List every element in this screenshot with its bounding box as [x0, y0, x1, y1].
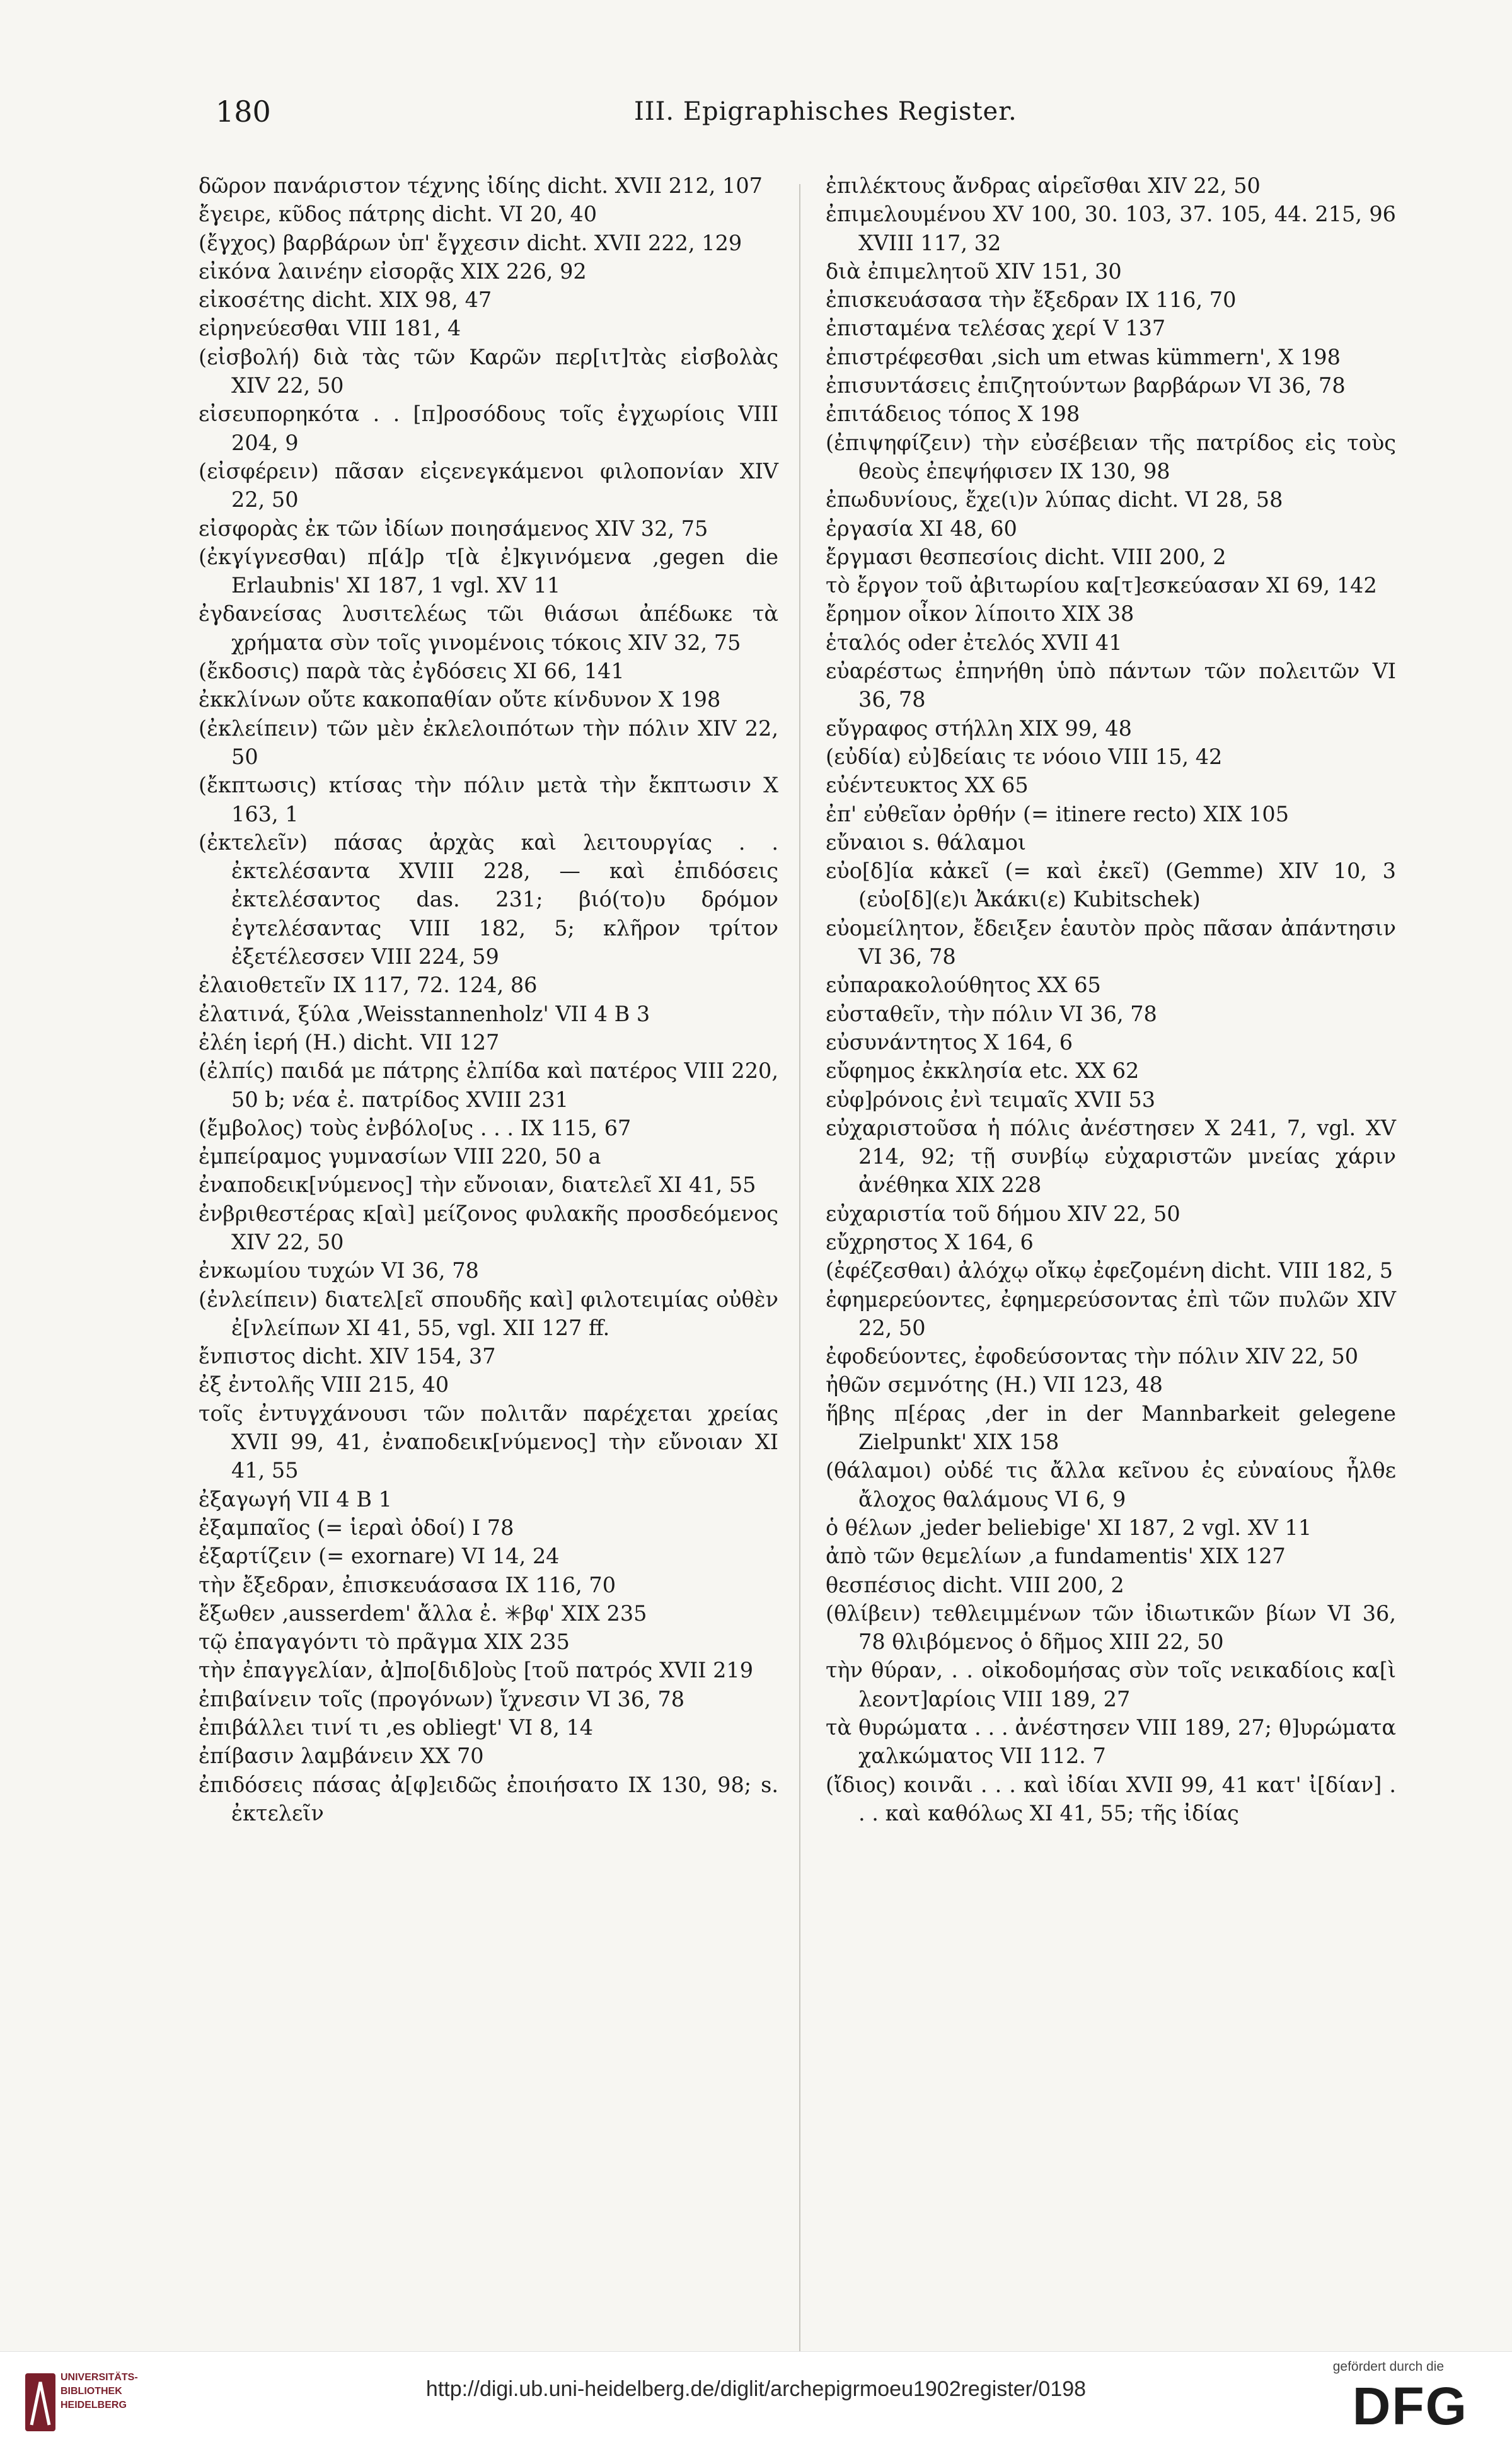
register-entry: τὴν θύραν, . . οἰκοδομήσας σὺν τοῖς νεικαδίοις κα[ὶ λεοντ]αρίοις VIII 189, 27 — [826, 1658, 1396, 1711]
register-entry: τὸ ἔργον τοῦ ἀβιτωρίου κα[τ]εσκεύασαν XI 69, 142 — [826, 573, 1377, 598]
register-entry: ἔγειρε, κῦδος πάτρης dicht. VI 20, 40 — [199, 202, 597, 227]
register-entry: (ἐκλείπειν) τῶν μὲν ἐκλελοιπότων τὴν πόλιν XIV 22, 50 — [199, 715, 778, 769]
register-entry: (ἔγχος) βαρβάρων ὑπ' ἔγχεσιν dicht. XVII 222, 129 — [199, 230, 742, 255]
register-entry: (ἐπιψηφίζειν) τὴν εὐσέβειαν τῆς πατρίδος εἰς τοὺς θεοὺς ἐπεψήφισεν IX 130, 98 — [826, 430, 1396, 483]
register-entry: εὐσυνάντητος X 164, 6 — [826, 1029, 1073, 1055]
register-entry: εὐσταθεῖν, τὴν πόλιν VI 36, 78 — [826, 1001, 1157, 1026]
register-entry: διὰ ἐπιμελητοῦ XIV 151, 30 — [826, 258, 1122, 284]
register-entry: εὐο[δ]ία κἀκεῖ (= καὶ ἐκεῖ) (Gemme) XIV 10, 3 (εὐο[δ](ε)ι Ἀκάκι(ε) Kubitschek) — [826, 859, 1396, 912]
register-entry: ἐναποδεικ[νύμενος] τὴν εὔνοιαν, διατελεῖ XI 41, 55 — [199, 1172, 756, 1198]
register-entry: ἠθῶν σεμνότης (H.) VII 123, 48 — [826, 1372, 1163, 1397]
register-entry: (ἐκγίγνεσθαι) π[ά]ρ τ[ὰ ἐ]κγινόμενα ‚gegen die Erlaubnis' XI 187, 1 vgl. XV 11 — [199, 544, 778, 598]
register-entry: εὐέντευκτος XX 65 — [826, 773, 1029, 798]
register-entry: εὔχρηστος X 164, 6 — [826, 1229, 1034, 1254]
register-entry: θεσπέσιος dicht. VIII 200, 2 — [826, 1572, 1124, 1597]
register-entry: ἐπιστρέφεσθαι ‚sich um etwas kümmern', X 198 — [826, 344, 1341, 369]
register-entry: (θάλαμοι) οὐδέ τις ἄλλα κεῖνου ἐς εὐναίους ἦλθε ἄλοχος θαλάμους VI 6, 9 — [826, 1458, 1396, 1512]
register-entry: εὔγραφος στήλλη XIX 99, 48 — [826, 715, 1132, 741]
register-entry: ἐπιλέκτους ἄνδρας αἱρεῖσθαι XIV 22, 50 — [826, 173, 1261, 198]
register-entry: εἰσφορὰς ἐκ τῶν ἰδίων ποιησάμενος XIV 32, 75 — [199, 516, 708, 541]
register-entry: (ἐφέζεσθαι) ἀλόχῳ οἴκῳ ἐφεζομένη dicht. VIII 182, 5 — [826, 1258, 1394, 1283]
register-entry: (εὐδία) εὐ]δείαις τε νόοιο VIII 15, 42 — [826, 744, 1223, 769]
register-entry: ἐμπείραμος γυμνασίων VIII 220, 50 a — [199, 1144, 601, 1169]
register-entry: εὐχαριστία τοῦ δήμου XIV 22, 50 — [826, 1201, 1180, 1226]
permalink-url[interactable]: http://digi.ub.uni-heidelberg.de/diglit/archepigrmoeu1902register/0198 — [425, 2377, 1087, 2401]
register-entry: εὐχαριστοῦσα ἡ πόλις ἀνέστησεν X 241, 7, vgl. XV 214, 92; τῇ συνβίῳ εὐχαριστῶν μνείας χάριν ἀνέθηκα XIX 228 — [826, 1115, 1396, 1198]
register-entry: ἐκκλίνων οὔτε κακοπαθίαν οὔτε κίνδυνον X 198 — [199, 687, 721, 712]
register-entry: (εἰσφέρειν) πᾶσαν εἰςενεγκάμενοι φιλοπονίαν XIV 22, 50 — [199, 458, 778, 512]
institution-line-1: UNIVERSITÄTS- — [61, 2372, 138, 2383]
footer-bar — [0, 2351, 1512, 2459]
register-entry: ἐξαγωγή VII 4 B 1 — [199, 1486, 392, 1512]
register-entry: ἐφημερεύοντες, ἐφημερεύσοντας ἐπὶ τῶν πυλῶν XIV 22, 50 — [826, 1287, 1396, 1340]
register-entry: ἐφοδεύοντες, ἐφοδεύσοντας τὴν πόλιν XIV 22, 50 — [826, 1344, 1359, 1369]
institution-line-2: BIBLIOTHEK — [61, 2386, 122, 2397]
register-entry: ἐγδανείσας λυσιτελέως τῶι θιάσωι ἀπέδωκε τὰ χρήματα σὺν τοῖς γινομένοις τόκοις XIV 32, 75 — [199, 601, 778, 655]
register-entry: (ἐκτελεῖν) πάσας ἀρχὰς καὶ λειτουργίας . . ἐκτελέσαντα XVIII 228, — καὶ ἐπιδόσεις ἐκτελέσαντος das. 231; βιό(το)υ δρόμον ἐγτελέσαντας VIII 182, 5; κλῆρον τρίτον ἐξετέλεσσεν VIII 224, 59 — [199, 830, 778, 969]
register-entry: ἑταλός oder ἐτελός XVII 41 — [826, 630, 1122, 655]
register-entry: ὁ θέλων ‚jeder beliebige' XI 187, 2 vgl. XV 11 — [826, 1515, 1312, 1540]
register-entry: τῷ ἐπαγαγόντι τὸ πρᾶγμα XIX 235 — [199, 1629, 570, 1655]
register-entry: εὔναιοι s. θάλαμοι — [826, 830, 1027, 855]
register-entry: ἐπ' εὐθεῖαν ὀρθήν (= itinere recto) XIX 105 — [826, 801, 1290, 826]
register-entry: ἐνβριθεστέρας κ[αὶ] μείζονος φυλακῆς προσδεόμενος XIV 22, 50 — [199, 1201, 778, 1254]
sponsor-label: gefördert durch die — [1332, 2359, 1444, 2374]
register-entry: ἐλέη ἱερή (H.) dicht. VII 127 — [199, 1029, 500, 1055]
register-entry: ἐργασία XI 48, 60 — [826, 516, 1017, 541]
register-entry: ἐλατινά, ξύλα ‚Weisstannenholz' VII 4 B 3 — [199, 1001, 650, 1026]
dfg-logo[interactable]: DFG — [1352, 2376, 1468, 2436]
register-entry: ἐπισκευάσασα τὴν ἔξεδραν IX 116, 70 — [826, 287, 1237, 313]
register-entry: τὴν ἐπαγγελίαν, ἀ]πο[διδ]οὺς [τοῦ πατρός XVII 219 — [199, 1658, 754, 1683]
register-entry: ἐπιβαίνειν τοῖς (προγόνων) ἴχνεσιν VI 36, 78 — [199, 1686, 685, 1711]
register-entry: ἐπισυντάσεις ἐπιζητούντων βαρβάρων VI 36, 78 — [826, 373, 1346, 398]
register-entry: (ἴδιος) κοινᾶι . . . καὶ ἰδίαι XVII 99, 41 κατ' ἰ[δίαν] . . . καὶ καθόλως XI 41, 55; τῆς ἰδίας — [826, 1772, 1396, 1825]
register-entry: εὐπαρακολούθητος XX 65 — [826, 973, 1101, 998]
register-entry: (εἰσβολή) διὰ τὰς τῶν Καρῶν περ[ιτ]τὰς εἰσβολὰς XIV 22, 50 — [199, 344, 778, 398]
register-entry: δῶρον πανάριστον τέχνης ἰδίης dicht. XVII 212, 107 — [199, 173, 763, 198]
register-entry: τὴν ἔξεδραν, ἐπισκευάσασα IX 116, 70 — [199, 1572, 616, 1597]
register-entry: ἐπιβάλλει τινί τι ‚es obliegt' VI 8, 14 — [199, 1715, 594, 1740]
register-entry: ἐπωδυνίους, ἔχε(ι)ν λύπας dicht. VI 28, 58 — [826, 487, 1283, 512]
register-entry: ἔξωθεν ‚ausserdem' ἄλλα ἐ. ✳βφ' XIX 235 — [199, 1600, 647, 1626]
running-head: III. Epigraphisches Register. — [634, 97, 1017, 126]
register-entry: εἰρηνεύεσθαι VIII 181, 4 — [199, 316, 461, 341]
register-entry: ἥβης π[έρας ‚der in der Mannbarkeit gelegene Zielpunkt' XIX 158 — [826, 1401, 1396, 1455]
register-entry: εὐφ]ρόνοις ἐνὶ τειμαῖς XVII 53 — [826, 1087, 1156, 1112]
register-entry: ἐπίβασιν λαμβάνειν XX 70 — [199, 1744, 484, 1769]
register-entry: εἰσευπορηκότα . . [π]ροσόδους τοῖς ἐγχωρίοις VIII 204, 9 — [199, 402, 778, 455]
register-entry: ἀπὸ τῶν θεμελίων ‚a fundamentis' XIX 127 — [826, 1544, 1286, 1569]
page-header — [0, 0, 1512, 164]
register-entry: ἐξαμπαῖος (= ἱεραὶ ὁδοί) I 78 — [199, 1515, 514, 1540]
register-entry: εἰκόνα λαινέην εἰσορᾷς XIX 226, 92 — [199, 258, 587, 284]
register-entry: ἐξ ἐντολῆς VIII 215, 40 — [199, 1372, 449, 1397]
register-entry: (ἔκπτωσις) κτίσας τὴν πόλιν μετὰ τὴν ἔκπτωσιν X 163, 1 — [199, 773, 778, 826]
register-entry: εὔφημος ἐκκλησία etc. XX 62 — [826, 1058, 1140, 1084]
register-entry: εὐομείλητον, ἔδειξεν ἑαυτὸν πρὸς πᾶσαν ἀπάντησιν VI 36, 78 — [826, 915, 1396, 969]
right-column — [826, 171, 1396, 1827]
register-entry: ἐπισταμένα τελέσας χερί V 137 — [826, 316, 1166, 341]
register-entry: ἔρημον οἶκον λίποιτο XIX 38 — [826, 601, 1134, 627]
register-entry: τὰ θυρώματα . . . ἀνέστησεν VIII 189, 27; θ]υρώματα χαλκώματος VII 112. 7 — [826, 1715, 1396, 1769]
register-entry: τοῖς ἐντυγχάνουσι τῶν πολιτᾶν παρέχεται χρείας XVII 99, 41, ἐναποδεικ[νύμενος] τὴν εὔνοιαν XI 41, 55 — [199, 1401, 778, 1483]
page-number: 180 — [216, 95, 271, 129]
register-entry: ἔνπιστος dicht. XIV 154, 37 — [199, 1344, 496, 1369]
register-entry: ἐνκωμίου τυχών VI 36, 78 — [199, 1258, 479, 1283]
register-entry: ἐπιδόσεις πάσας ἀ[φ]ειδῶς ἐποιήσατο IX 130, 98; s. ἐκτελεῖν — [199, 1772, 778, 1825]
register-entry: ἔργμασι θεσπεσίοις dicht. VIII 200, 2 — [826, 544, 1226, 569]
register-entry: ἐπιτάδειος τόπος X 198 — [826, 402, 1080, 427]
register-entry: (ἔκδοσις) παρὰ τὰς ἐγδόσεις XI 66, 141 — [199, 659, 625, 684]
register-entry: εὐαρέστως ἐπηνήθη ὑπὸ πάντων τῶν πολειτῶν VI 36, 78 — [826, 659, 1396, 712]
register-entry: εἰκοσέτης dicht. XIX 98, 47 — [199, 287, 492, 313]
register-entry: ἐλαιοθετεῖν IX 117, 72. 124, 86 — [199, 973, 538, 998]
institution-line-3: HEIDELBERG — [61, 2400, 127, 2410]
left-column — [199, 171, 778, 1827]
column-divider — [799, 184, 800, 2365]
register-entry: (ἐλπίς) παιδά με πάτρης ἐλπίδα καὶ πατέρος VIII 220, 50 b; νέα ἐ. πατρίδος XVIII 231 — [199, 1058, 778, 1112]
register-entry: ἐξαρτίζειν (= exornare) VI 14, 24 — [199, 1544, 560, 1569]
register-entry: (θλίβειν) τεθλειμμένων τῶν ἰδιωτικῶν βίων VI 36, 78 θλιβόμενος ὁ δῆμος XIII 22, 50 — [826, 1600, 1396, 1655]
register-entry: ἐπιμελουμένου XV 100, 30. 103, 37. 105, 44. 215, 96 XVIII 117, 32 — [826, 202, 1396, 255]
register-entry: (ἔμβολος) τοὺς ἐνβόλο[υς . . . IX 115, 67 — [199, 1115, 632, 1140]
register-entry: (ἐνλείπειν) διατελ[εῖ σπουδῆς καὶ] φιλοτειμίας οὐθὲν ἐ[νλείπων XI 41, 55, vgl. XII 127 ff. — [199, 1287, 778, 1340]
